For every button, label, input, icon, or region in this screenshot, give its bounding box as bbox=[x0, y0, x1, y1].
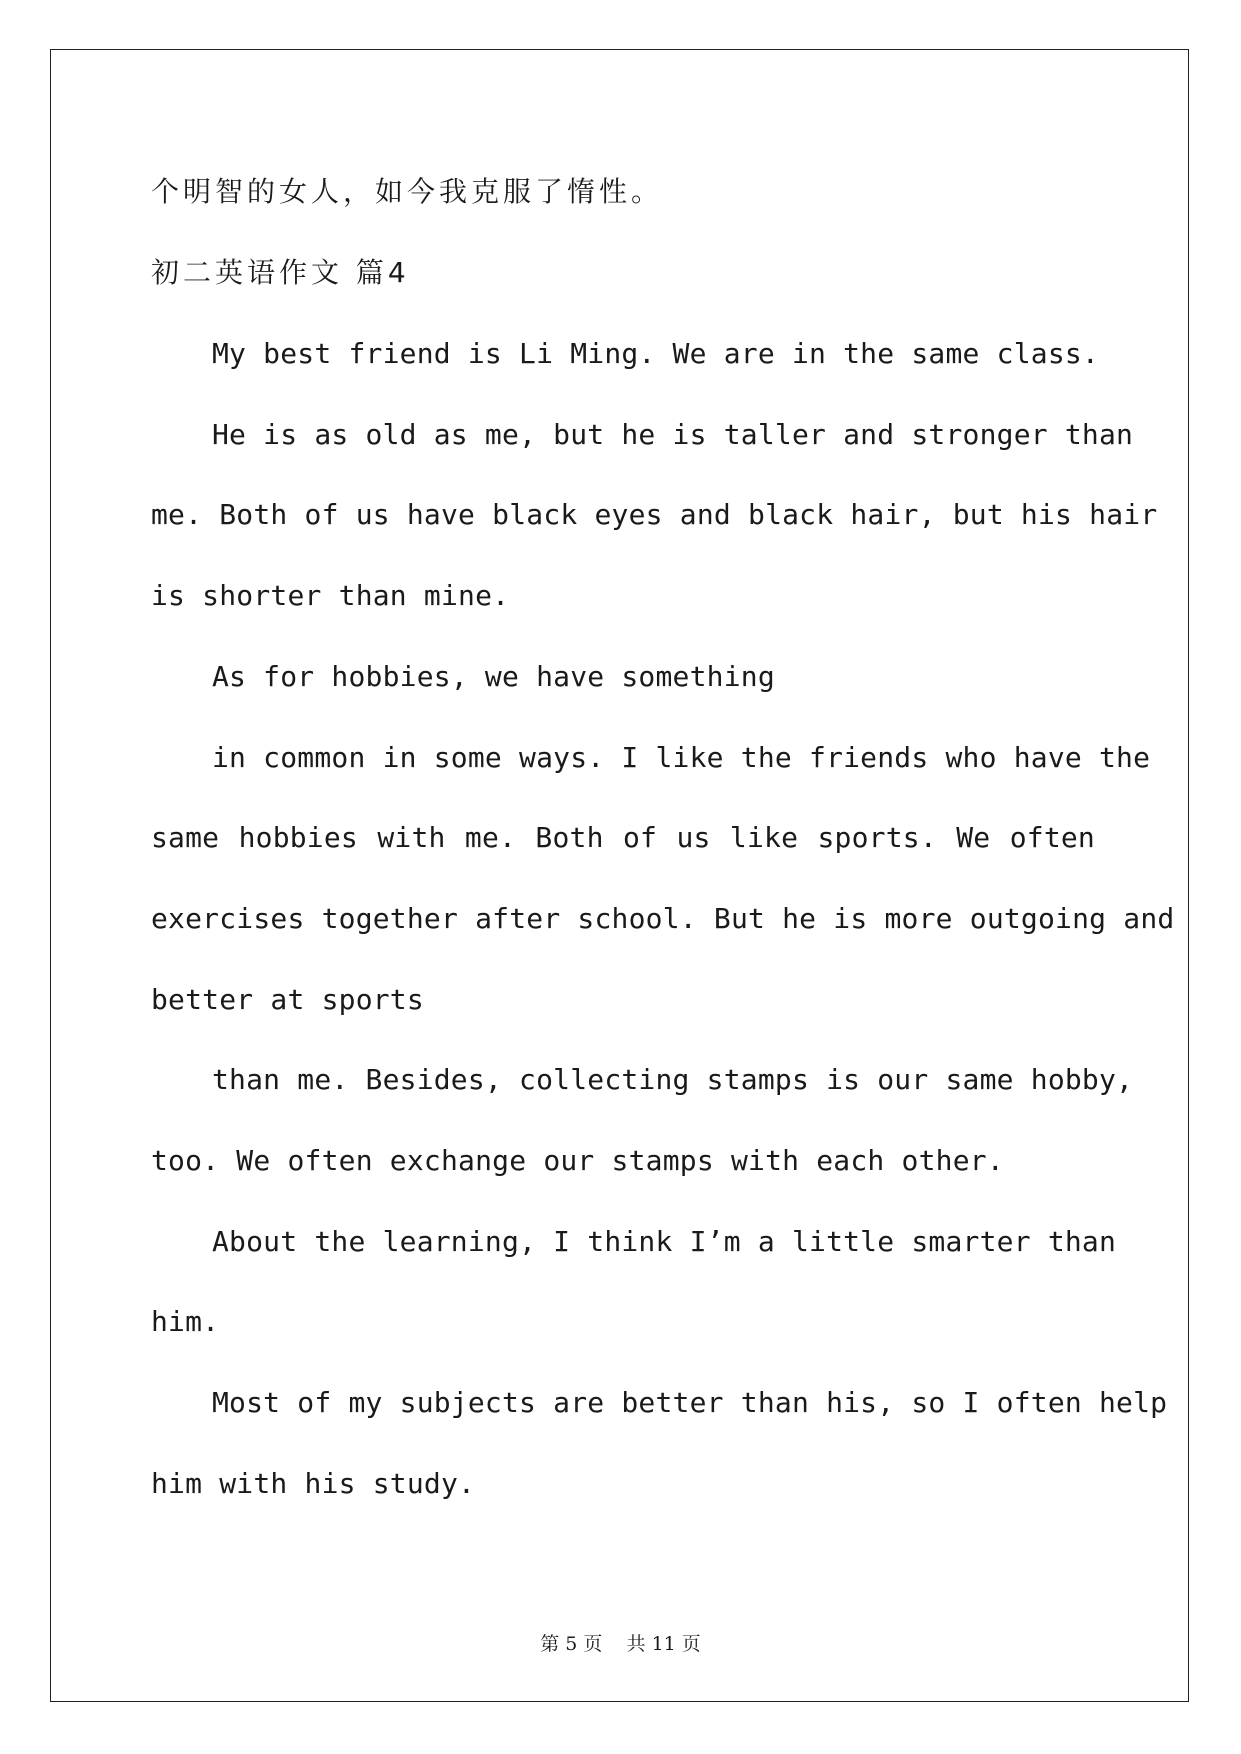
text-line: He is as old as me, but he is taller and stronger than bbox=[212, 418, 1134, 451]
text-line: me. Both of us have black eyes and black hair, but his hair bbox=[151, 498, 1158, 531]
text-line: About the learning, I think I’m a little smarter than bbox=[212, 1225, 1117, 1258]
text-line-cjk-continuation: 个明智的女人，如今我克服了惰性。 bbox=[151, 175, 664, 208]
text-line: him with his study. bbox=[151, 1467, 476, 1500]
text-line: My best friend is Li Ming. We are in the same class. bbox=[212, 337, 1099, 370]
page-number: 第 5 页 共 11 页 bbox=[540, 1633, 701, 1655]
text-line: Most of my subjects are better than his, so I often help bbox=[212, 1386, 1168, 1419]
text-line: same hobbies with me. Both of us like sports. We often bbox=[151, 821, 1095, 854]
text-line: As for hobbies, we have something bbox=[212, 660, 775, 693]
text-line: too. We often exchange our stamps with each other. bbox=[151, 1144, 1004, 1177]
text-line: exercises together after school. But he is more outgoing and bbox=[151, 902, 1175, 935]
text-line: than me. Besides, collecting stamps is our same hobby, bbox=[212, 1063, 1134, 1096]
text-line: him. bbox=[151, 1305, 220, 1338]
text-line: in common in some ways. I like the friends who have the bbox=[212, 741, 1151, 774]
text-line: is shorter than mine. bbox=[151, 579, 510, 612]
page-frame bbox=[50, 49, 1189, 1702]
section-heading: 初二英语作文 篇4 bbox=[151, 256, 410, 289]
text-line: better at sports bbox=[151, 983, 424, 1016]
